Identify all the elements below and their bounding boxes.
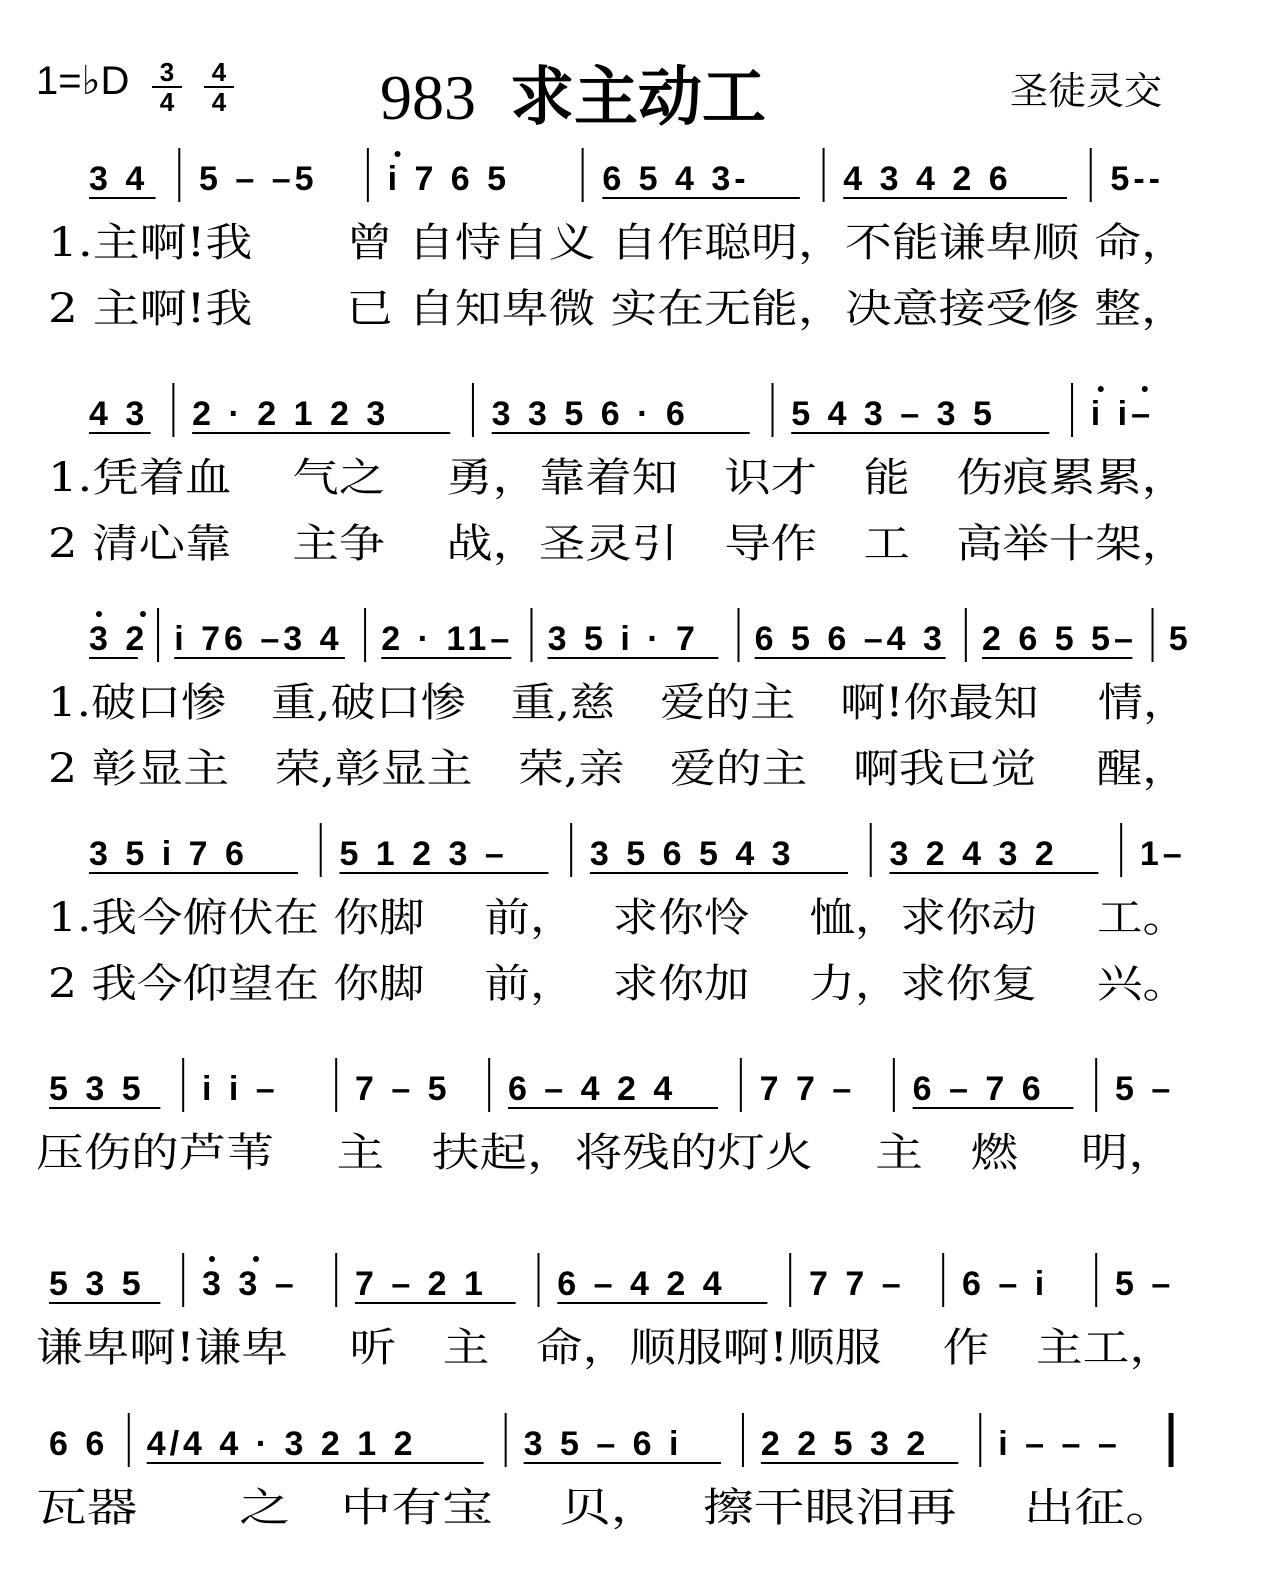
- lyric-line: 2 主啊!我 已 自知卑微 实在无能，决意接受修 整，: [48, 286, 1188, 332]
- note-group: 2 · 11–: [381, 620, 514, 658]
- note-group: 3 4: [89, 160, 149, 198]
- key-signature: 1=♭D: [36, 59, 130, 103]
- note-group: 5 3 5: [49, 1265, 145, 1303]
- octave-dot: [96, 611, 102, 617]
- note-group: i 7 6 5: [387, 160, 511, 198]
- author: 圣徒灵交: [1010, 69, 1163, 113]
- note-group: 5 4 3 – 3 5: [791, 395, 996, 433]
- note-group: 5: [1168, 620, 1192, 658]
- music-system: [48, 608, 1192, 792]
- octave-dot: [209, 1256, 215, 1262]
- note-group: 6 – 4 2 4: [557, 1265, 726, 1303]
- note-group: 4 3 4 2 6: [843, 160, 1012, 198]
- lyric-line: 压伤的芦苇 主 扶起，将残的灯火 主 燃 明，: [36, 1130, 1176, 1176]
- note-group: 5 –: [1114, 1265, 1175, 1303]
- note-group: 3 5 i 7 6: [89, 835, 248, 873]
- note-group: 1–: [1139, 835, 1186, 873]
- music-system: [36, 1253, 1176, 1371]
- lyric-line: 2 我今仰望在 你脚 前， 求你加 力，求你复 兴。: [48, 961, 1188, 1007]
- note-group: 6 – 7 6: [912, 1070, 1045, 1108]
- lyric-line: 1.主啊!我 曾 自恃自义 自作聪明，不能谦卑顺 命，: [48, 220, 1188, 266]
- note-group: 6 6: [49, 1425, 109, 1463]
- note-group: 5--: [1110, 160, 1164, 198]
- time-signature-4-4: 4 4: [204, 58, 234, 116]
- music-system: [48, 823, 1188, 1007]
- note-group: 6 – 4 2 4: [507, 1070, 677, 1108]
- note-group: 3 2 4 3 2: [889, 835, 1058, 873]
- note-group: 5 –: [1114, 1070, 1175, 1108]
- note-group: 7 7 –: [759, 1070, 856, 1108]
- note-group: 5 3 5: [49, 1070, 145, 1108]
- music-system: [48, 383, 1188, 567]
- music-system: [36, 1413, 1176, 1531]
- lyric-line: 1.破口惨 重,破口惨 重,慈 爱的主 啊!你最知 情，: [48, 680, 1188, 726]
- lyric-line: 瓦器 之 中有宝 贝， 擦干眼泪再 出征。: [36, 1485, 1176, 1531]
- note-group: 2 2 5 3 2: [760, 1425, 930, 1463]
- note-group: 4 3: [89, 395, 149, 433]
- octave-dot: [1142, 386, 1148, 392]
- music-system: [48, 148, 1188, 332]
- note-group: i i–: [1090, 395, 1155, 433]
- note-group: 5 1 2 3 –: [339, 835, 508, 873]
- note-group: 4/4 4 · 3 2 1 2: [146, 1425, 417, 1463]
- note-group: 3 5 – 6 i: [523, 1425, 683, 1463]
- lyric-line: 1.我今俯伏在 你脚 前， 求你怜 恤，求你动 工。: [48, 895, 1188, 941]
- song-number: 983: [380, 62, 476, 133]
- note-group: i – – –: [998, 1425, 1121, 1463]
- note-group: 7 – 5: [354, 1070, 451, 1108]
- lyric-line: 谦卑啊!谦卑 听 主 命，顺服啊!顺服 作 主工，: [36, 1325, 1176, 1371]
- lyric-line: 2 彰显主 荣,彰显主 荣,亲 爱的主 啊我已觉 醒，: [48, 746, 1188, 792]
- note-group: 2 6 5 5–: [981, 620, 1137, 658]
- note-group: 5 – –5: [199, 160, 318, 198]
- octave-dot: [253, 1256, 259, 1262]
- note-group: 3 5 i · 7: [547, 620, 699, 658]
- note-group: 6 5 4 3-: [602, 160, 750, 198]
- note-group: i 76 –3 4: [174, 620, 343, 658]
- time-signature-3-4: 3 4: [152, 58, 182, 116]
- song-title: 求主动工: [510, 61, 766, 135]
- note-group: 3 3 5 6 · 6: [491, 395, 689, 433]
- note-group: 3 3 –: [201, 1265, 298, 1303]
- note-group: 6 – i: [961, 1265, 1049, 1303]
- note-group: 7 7 –: [809, 1265, 905, 1303]
- lyric-line: 2 清心靠 主争 战，圣灵引 导作 工 高举十架，: [48, 521, 1188, 567]
- octave-dot: [1098, 386, 1104, 392]
- note-group: 3 5 6 5 4 3: [589, 835, 795, 873]
- note-group: 7 – 2 1: [354, 1265, 487, 1303]
- music-system: [36, 1058, 1176, 1176]
- note-group: i i –: [201, 1070, 279, 1108]
- note-group: 2 · 2 1 2 3: [192, 395, 390, 433]
- note-group: 6 5 6 –4 3: [754, 620, 946, 658]
- lyric-line: 1.凭着血 气之 勇，靠着知 识才 能 伤痕累累，: [48, 455, 1188, 501]
- note-group: 3 2: [89, 620, 149, 658]
- octave-dot: [395, 151, 401, 157]
- octave-dot: [140, 611, 146, 617]
